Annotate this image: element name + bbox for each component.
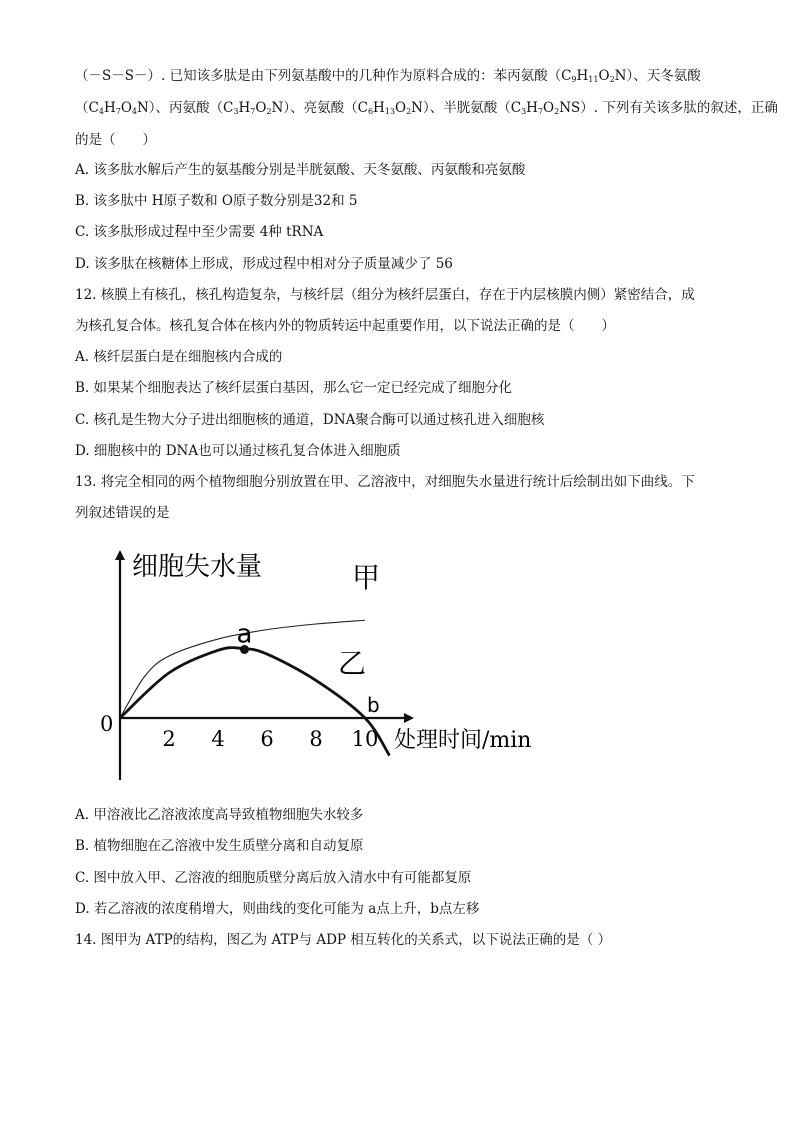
x-tick-labels: [162, 727, 378, 751]
q11-stem-line-3: 的是（ ）: [75, 132, 156, 148]
q11-option-c: C. 该多肽形成过程中至少需要 4种 tRNA: [75, 224, 324, 240]
q11-stem-line-1: [75, 66, 701, 90]
q12-stem-line-2: 为核孔复合体。核孔复合体在核内外的物质转运中起重要作用，以下说法正确的是（ ）: [75, 318, 615, 334]
x-axis-label: 处理时间/min: [394, 728, 532, 753]
origin-label: 0: [100, 712, 114, 736]
q12-stem-line-1: 12. 核膜上有核孔，核孔构造复杂，与核纤层（组分为核纤层蛋白，存在于内层核膜内侧）紧密结合，成: [75, 287, 695, 303]
q11-option-b: B. 该多肽中 H原子数和 O原子数分别是32和 5: [75, 193, 358, 209]
point-label-a: a: [236, 619, 253, 650]
q13-option-b: B. 植物细胞在乙溶液中发生质壁分离和自动复原: [75, 838, 364, 854]
q13-stem-line-1: 13. 将完全相同的两个植物细胞分别放置在甲、乙溶液中，对细胞失水量进行统计后绘制出如下曲线。下: [75, 474, 695, 490]
x-tick-2: 2: [162, 727, 176, 751]
q11-option-d: D. 该多肽在核糖体上形成，形成过程中相对分子质量减少了 56: [75, 256, 453, 272]
q11-option-a: A. 该多肽水解后产生的氨基酸分别是半胱氨酸、天冬氨酸、丙氨酸和亮氨酸: [75, 162, 526, 178]
q14-stem: 14. 图甲为 ATP的结构，图乙为 ATP与 ADP 相互转化的关系式，以下说法正确的是（ ）: [75, 932, 612, 948]
x-tick-4: 4: [211, 727, 225, 751]
x-tick-6: 6: [260, 727, 274, 751]
point-label-b: b: [367, 693, 380, 717]
q13-option-a: A. 甲溶液比乙溶液浓度高导致植物细胞失水较多: [75, 807, 364, 823]
q13-option-c: C. 图中放入甲、乙溶液的细胞质壁分离后放入清水中有可能都复原: [75, 870, 472, 886]
series-yi-label: 乙: [338, 647, 367, 680]
q12-option-b: B. 如果某个细胞表达了核纤层蛋白基因，那么它一定已经完成了细胞分化: [75, 380, 513, 396]
q12-option-a: A. 核纤层蛋白是在细胞核内合成的: [75, 349, 283, 365]
series-jia-label: 甲: [352, 561, 381, 594]
q12-option-d: D. 细胞核中的 DNA也可以通过核孔复合体进入细胞质: [75, 443, 401, 459]
y-axis-label: 细胞失水量: [132, 552, 263, 582]
q13-option-d: D. 若乙溶液的浓度稍增大，则曲线的变化可能为 a点上升，b点左移: [75, 901, 480, 917]
q11-stem-line-2: [75, 98, 778, 122]
water-loss-chart: [90, 540, 570, 785]
x-tick-8: 8: [309, 727, 323, 751]
q11-stem-text-2: $(C_4H_7O_4N)$、丙氨酸$(C_3H_7O_2N)$、亮氨酸$(C_6H_{13}O_2N)$、半胱氨酸$(C_3H_7O_2NS)$. 下列有关该多肽的叙述，正确: [75, 100, 778, 116]
q13-stem-line-2: 列叙述错误的是: [75, 505, 170, 521]
x-tick-10: 10: [351, 727, 379, 751]
q11-stem-text-1: （－S－S－）. 已知该多肽是由下列氨基酸中的几种作为原料合成的：苯丙氨酸$(C_9H_{11}O_2N)$、天冬氨酸: [75, 68, 701, 84]
q12-option-c: C. 核孔是生物大分子进出细胞核的通道，DNA聚合酶可以通过核孔进入细胞核: [75, 412, 545, 428]
